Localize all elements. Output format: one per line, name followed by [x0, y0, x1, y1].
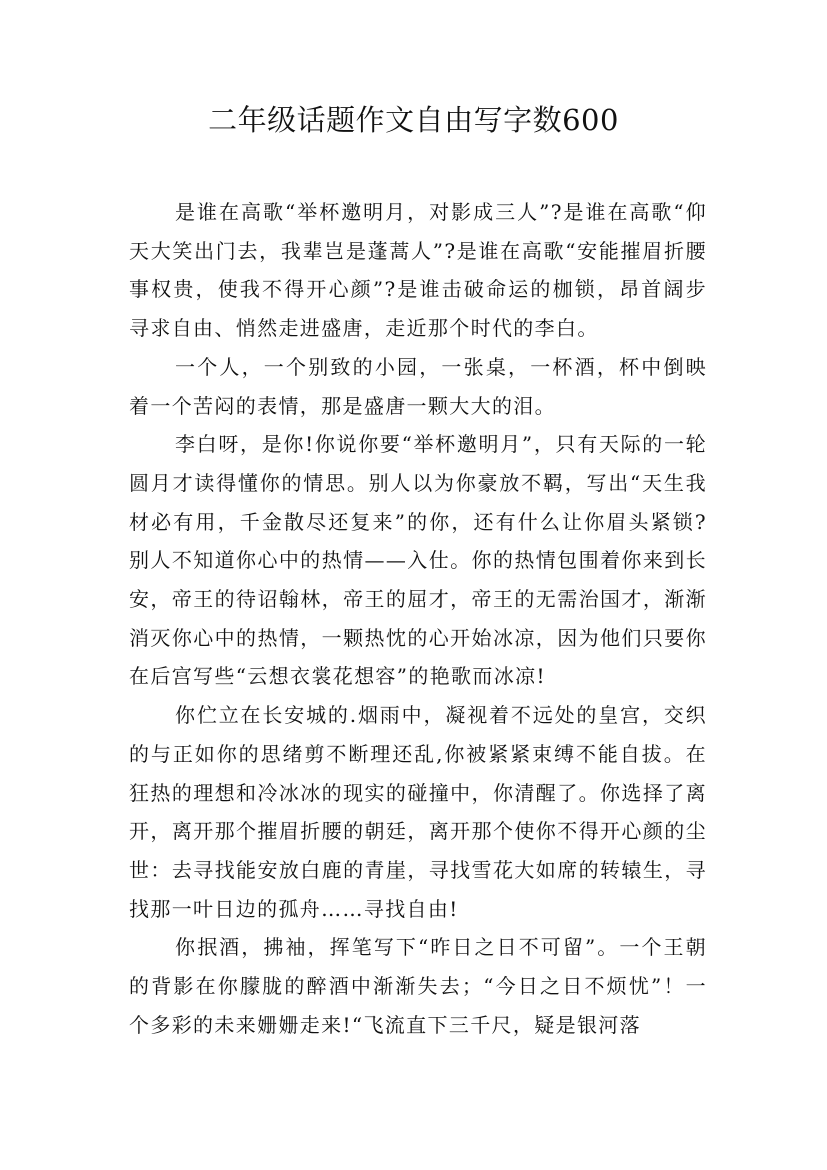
document-title: 二年级话题作文自由写字数600: [208, 103, 619, 137]
paragraph: 你抿酒，拂袖，挥笔写下“昨日之日不可留”。一个王朝的背影在你朦胧的醉酒中渐渐失去；“今日之日不烦忧”！一个多彩的未来姗姗走来!“飞流直下三千尺，疑是银河落: [129, 935, 707, 1037]
paragraph: 李白呀，是你!你说你要“举杯邀明月”，只有天际的一轮圆月才读得懂你的情思。别人以为你豪放不羁，写出“天生我材必有用，千金散尽还复来”的你，还有什么让你眉头紧锁?别人不知道你心中的热情——入仕。你的热情包围着你来到长安，帝王的待诏翰林，帝王的屈才，帝王的无需治国才，渐渐消灭你心中的热情，一颗热忱的心开始冰凉，因为他们只要你在后宫写些“云想衣裳花想容”的艳歌而冰凉!: [129, 432, 707, 689]
paragraph: 一个人，一个别致的小园，一张桌，一杯酒，杯中倒映着一个苦闷的表情，那是盛唐一颗大大的泪。: [129, 354, 707, 418]
paragraph: 是谁在高歌“举杯邀明月，对影成三人”?是谁在高歌“仰天大笑出门去，我辈岂是蓬蒿人”?是谁在高歌“安能摧眉折腰事权贵，使我不得开心颜”?是谁击破命运的枷锁，昂首阔步寻求自由、悄然走进盛唐，走近那个时代的李白。: [129, 200, 707, 341]
document-body: [129, 193, 707, 1044]
paragraph: 你伫立在长安城的.烟雨中，凝视着不远处的皇宫，交织的与正如你的思绪剪不断理还乱,你被紧紧束缚不能自拔。在狂热的理想和冷冰冰的现实的碰撞中，你清醒了。你选择了离开，离开那个摧眉折腰的朝廷，离开那个使你不得开心颜的尘世：去寻找能安放白鹿的青崖，寻找雪花大如席的转辕生，寻找那一叶日边的孤舟……寻找自由!: [129, 703, 707, 921]
